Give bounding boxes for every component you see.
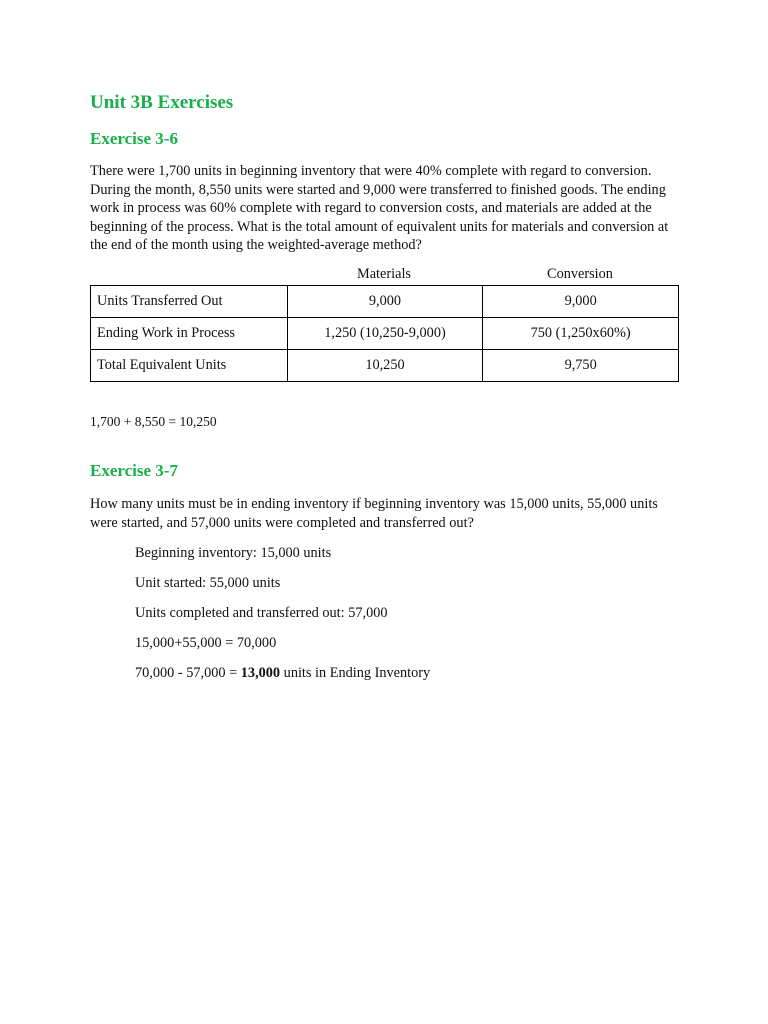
table-row [91, 286, 679, 318]
exercise-3-6-heading: Exercise 3-6 [90, 129, 178, 148]
table-row [91, 350, 679, 382]
exercise-3-7-solution [135, 544, 430, 694]
materials-cell: 1,250 (10,250-9,000) [287, 318, 483, 350]
materials-cell: 10,250 [287, 350, 483, 382]
final-answer: 13,000 [240, 665, 281, 681]
final-step-suffix: units in Ending Inventory [280, 665, 431, 681]
conversion-cell: 9,750 [483, 350, 679, 382]
table-row [91, 318, 679, 350]
document-title: Unit 3B Exercises [90, 92, 234, 113]
equivalent-units-table [90, 285, 679, 382]
solution-step: Unit started: 55,000 units [135, 575, 281, 591]
row-label: Units Transferred Out [91, 286, 288, 318]
solution-step: 15,000+55,000 = 70,000 [135, 635, 277, 651]
row-label: Ending Work in Process [91, 318, 288, 350]
solution-step: Units completed and transferred out: 57,000 [135, 605, 388, 621]
exercise-3-7-question: How many units must be in ending inventory if beginning inventory was 15,000 units, 55,000 units were started, and 57,000 units were completed and transferred out? [90, 496, 658, 531]
table-column-headers [286, 266, 678, 283]
solution-step: Beginning inventory: 15,000 units [135, 545, 332, 561]
exercise-3-6-calculation: 1,700 + 8,550 = 10,250 [90, 414, 217, 429]
conversion-cell: 750 (1,250x60%) [483, 318, 679, 350]
column-header-materials: Materials [357, 266, 411, 282]
exercise-3-7-heading: Exercise 3-7 [90, 461, 178, 480]
materials-cell: 9,000 [287, 286, 483, 318]
solution-final-step [135, 664, 430, 694]
row-label: Total Equivalent Units [91, 350, 288, 382]
column-header-conversion: Conversion [547, 266, 613, 282]
exercise-3-6-question: There were 1,700 units in beginning inventory that were 40% complete with regard to conversion. During the month, 8,550 units were started and 9,000 were transferred to finished goods. The ending work in process was 60% complete with regard to conversion costs, and materials are added at the beginning of the process. What is the total amount of equivalent units for materials and conversion at the end of the month using the weighted-average method? [90, 163, 669, 253]
conversion-cell: 9,000 [483, 286, 679, 318]
final-step-prefix: 70,000 - 57,000 = [135, 665, 241, 681]
